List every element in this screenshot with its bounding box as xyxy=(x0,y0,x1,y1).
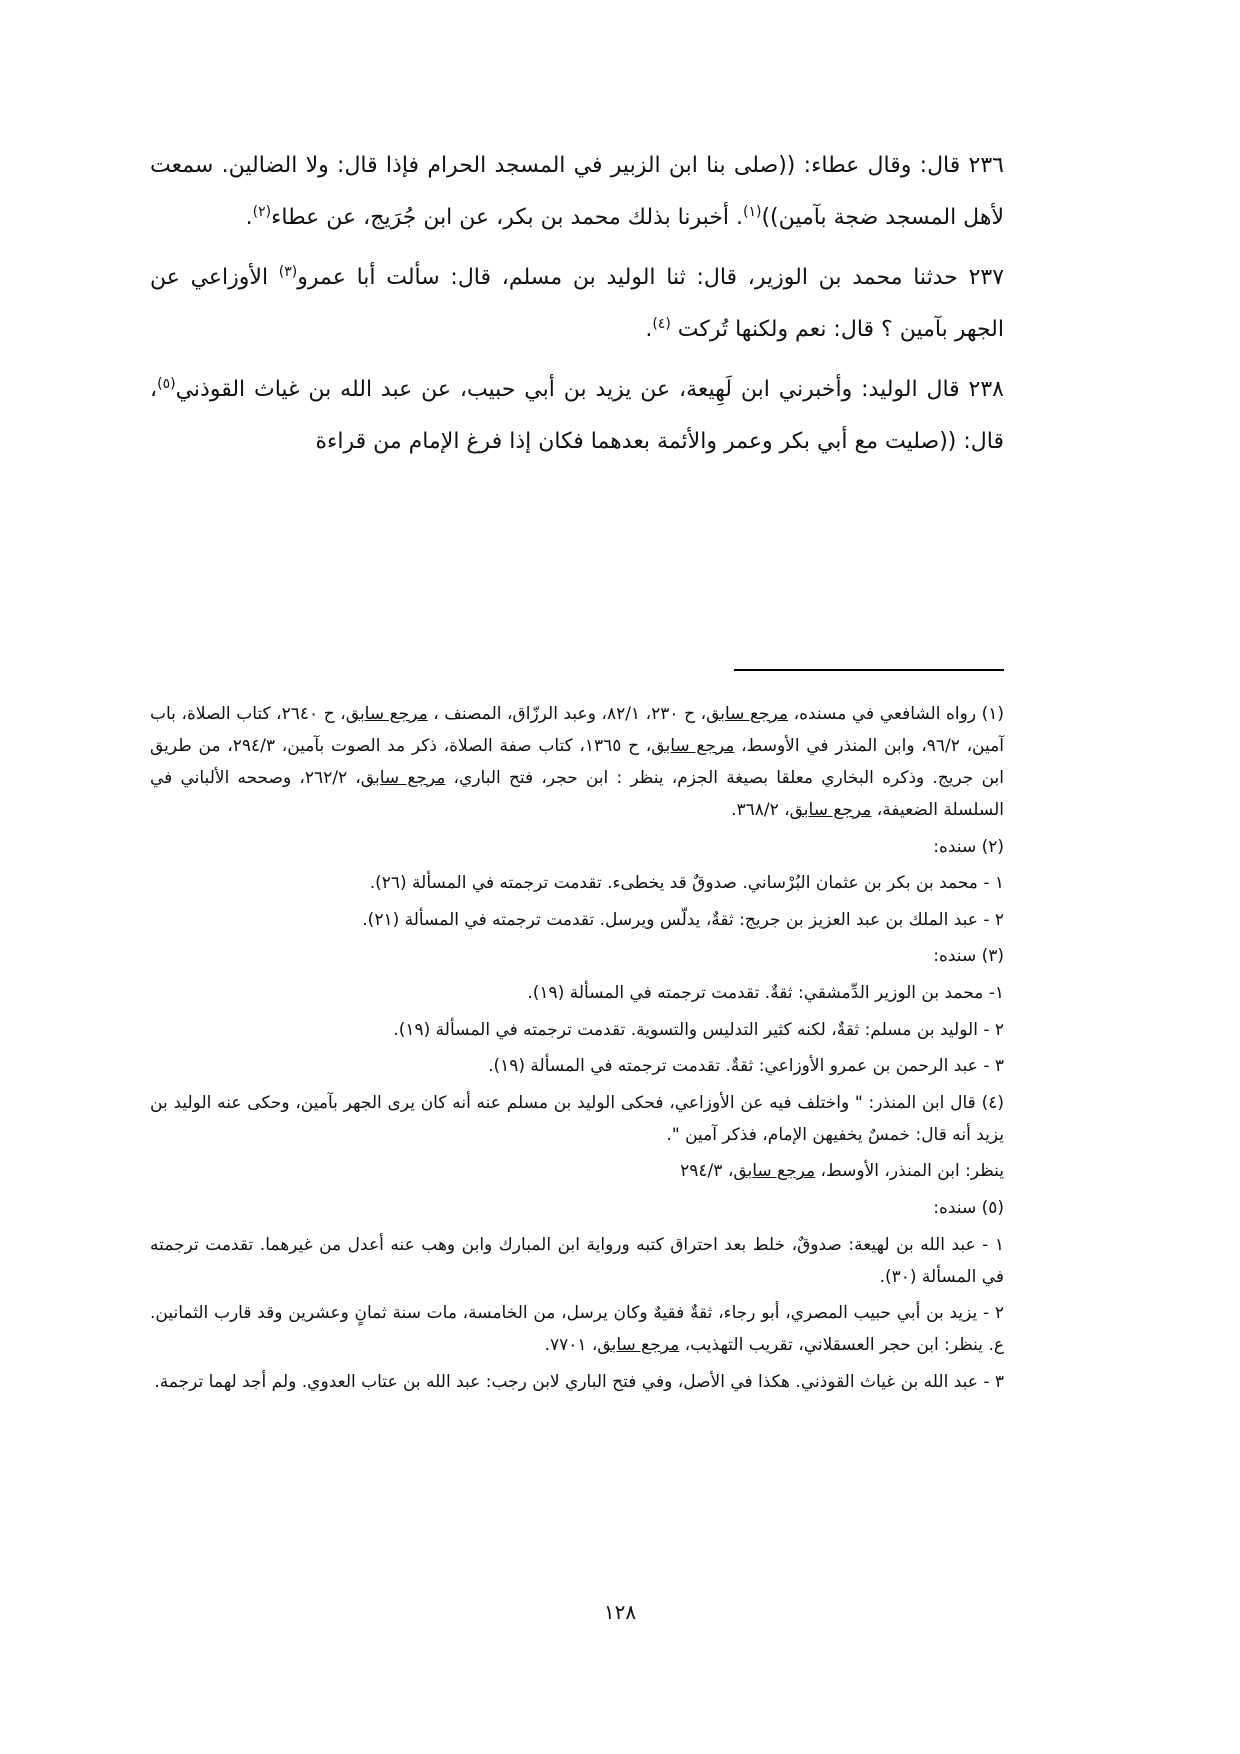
page-number: ١٢٨ xyxy=(603,1600,637,1624)
reference-link: مرجع سابق xyxy=(789,800,872,820)
paragraph-238 xyxy=(150,364,1004,468)
reference-link: مرجع سابق xyxy=(597,1335,680,1356)
reference-link: مرجع سابق xyxy=(651,736,735,756)
footnote-2-heading: (٢) سنده: xyxy=(933,836,1004,857)
footnote-3-item-3: ٣ - عبد الرحمن بن عمرو الأوزاعي: ثقةٌ. تقدمت ترجمته في المسألة (١٩). xyxy=(488,1056,1004,1077)
text-run: ٢٣٦ قال: وقال عطاء: ((صلى بنا ابن الزبير في المسجد الحرام فإذا قال: ولا الضالين. سمعت لأهل المسجد ضجة بآمين)) xyxy=(150,153,1004,230)
footnote-3-item-1: ١- محمد بن الوزير الدِّمشقي: ثقةٌ. تقدمت ترجمته في المسألة (١٩). xyxy=(527,982,1004,1003)
paragraph-237 xyxy=(150,252,1004,356)
text-run: . xyxy=(245,205,253,230)
paragraph-236 xyxy=(150,140,1004,244)
text-run: ينظر: ابن المنذر، الأوسط، xyxy=(815,1161,1004,1182)
footnote-4: (٤) قال ابن المنذر: " واختلف فيه عن الأوزاعي، فحكى الوليد بن مسلم عنه أنه كان يرى الجهر بآمين، وحكى عنه الوليد بن يزيد أنه قال: خمسٌ يخفيهن الإمام، فذكر آمين ". xyxy=(150,1092,1004,1145)
footnote-marker: (١) xyxy=(742,204,762,220)
text-run: ، ح ٢٦٤٠، كتاب الصلاة، باب آمين، ٩٦/٢، وابن المنذر في الأوسط، xyxy=(150,704,1004,756)
main-text xyxy=(150,140,1004,476)
reference-link: مرجع سابق xyxy=(360,768,446,788)
footnote-5-heading: (٥) سنده: xyxy=(933,1197,1004,1218)
footnote-marker: (٣) xyxy=(278,264,298,280)
text-run: ، ٣٦٨/٢. xyxy=(731,800,790,820)
text-run: ، ح ٢٣٠، ٨٢/١، وعبد الرزّاق، المصنف ، xyxy=(427,704,707,724)
footnote-3-heading: (٣) سنده: xyxy=(933,946,1004,967)
footnote-marker: (٢) xyxy=(252,204,272,220)
text-run: ، ٢٩٤/٣ xyxy=(680,1161,734,1182)
text-run: ، ٢٦٢/٢، وصححه الألباني في السلسلة الضعيفة، xyxy=(150,768,1004,820)
text-run: ٢ - يزيد بن أبي حبيب المصري، أبو رجاء، ثقةٌ فقيهٌ وكان يرسل، من الخامسة، مات سنة ثمانٍ وعشرين وقد قارب الثمانين. ع. ينظر: ابن حجر العسقلاني، تقريب التهذيب، xyxy=(150,1303,1004,1356)
reference-link: مرجع سابق xyxy=(733,1161,816,1182)
footnote-5-item-3: ٣ - عبد الله بن غياث القوذني. هكذا في الأصل، وفي فتح الباري لابن رجب: عبد الله بن عتاب العدوي. ولم أجد لهما ترجمة. xyxy=(154,1371,1004,1392)
footnote-marker: (٥) xyxy=(157,376,176,392)
footnote-5-item-1: ١ - عبد الله بن لهيعة: صدوقٌ، خلط بعد احتراق كتبه ورواية ابن المبارك وابن وهب عنه أعدل من غيرهما. تقدمت ترجمته في المسألة (٣٠). xyxy=(150,1234,1004,1287)
footnote-5-item-2 xyxy=(150,1297,1004,1361)
footnote-3-item-2: ٢ - الوليد بن مسلم: ثقةٌ، لكنه كثير التدليس والتسوية. تقدمت ترجمته في المسألة (١٩). xyxy=(393,1019,1004,1040)
text-run: ، ح ١٣٦٥، كتاب صفة الصلاة، ذكر مد الصوت بآمين، ٢٩٤/٣، من طريق ابن جريج. وذكره البخاري معلقا بصيغة الجزم، ينظر : ابن حجر، فتح الباري، xyxy=(150,736,1005,788)
text-run: (١) رواه الشافعي في مسنده، xyxy=(788,704,1005,724)
footnote-2-item-2: ٢ - عبد الملك بن عبد العزيز بن جريج: ثقةٌ، يدلّس ويرسل. تقدمت ترجمته في المسألة (٢١). xyxy=(362,909,1004,930)
text-run: ، ٧٧٠١. xyxy=(544,1335,598,1356)
footnotes xyxy=(150,698,1004,1402)
text-run: ، قال: ((صليت مع أبي بكر وعمر والأئمة بعدهما فكان إذا فرغ الإمام من قراءة xyxy=(150,377,1004,454)
footnote-2-item-1: ١ - محمد بن بكر بن عثمان البُرْساني. صدوقٌ قد يخطىء. تقدمت ترجمته في المسألة (٢٦). xyxy=(369,873,1004,894)
text-run: ٢٣٧ حدثنا محمد بن الوزير، قال: ثنا الوليد بن مسلم، قال: سألت أبا عمرو xyxy=(297,265,1005,290)
footnote-marker: (٤) xyxy=(652,316,671,332)
footnote-separator xyxy=(734,669,1004,671)
reference-link: مرجع سابق xyxy=(345,704,428,724)
reference-link: مرجع سابق xyxy=(706,704,789,724)
text-run: ٢٣٨ قال الوليد: وأخبرني ابن لَهِيعة، عن يزيد بن أبي حبيب، عن عبد الله بن غياث القوذني xyxy=(175,377,1004,402)
text-run: . أخبرنا بذلك محمد بن بكر، عن ابن جُرَيج، عن عطاء xyxy=(271,205,743,230)
footnote-1 xyxy=(150,698,1004,826)
text-run: . xyxy=(645,317,653,342)
footnote-4-reference xyxy=(150,1155,1004,1187)
text-run: الأوزاعي عن الجهر بآمين ؟ قال: نعم ولكنها تُركت xyxy=(150,265,1004,342)
